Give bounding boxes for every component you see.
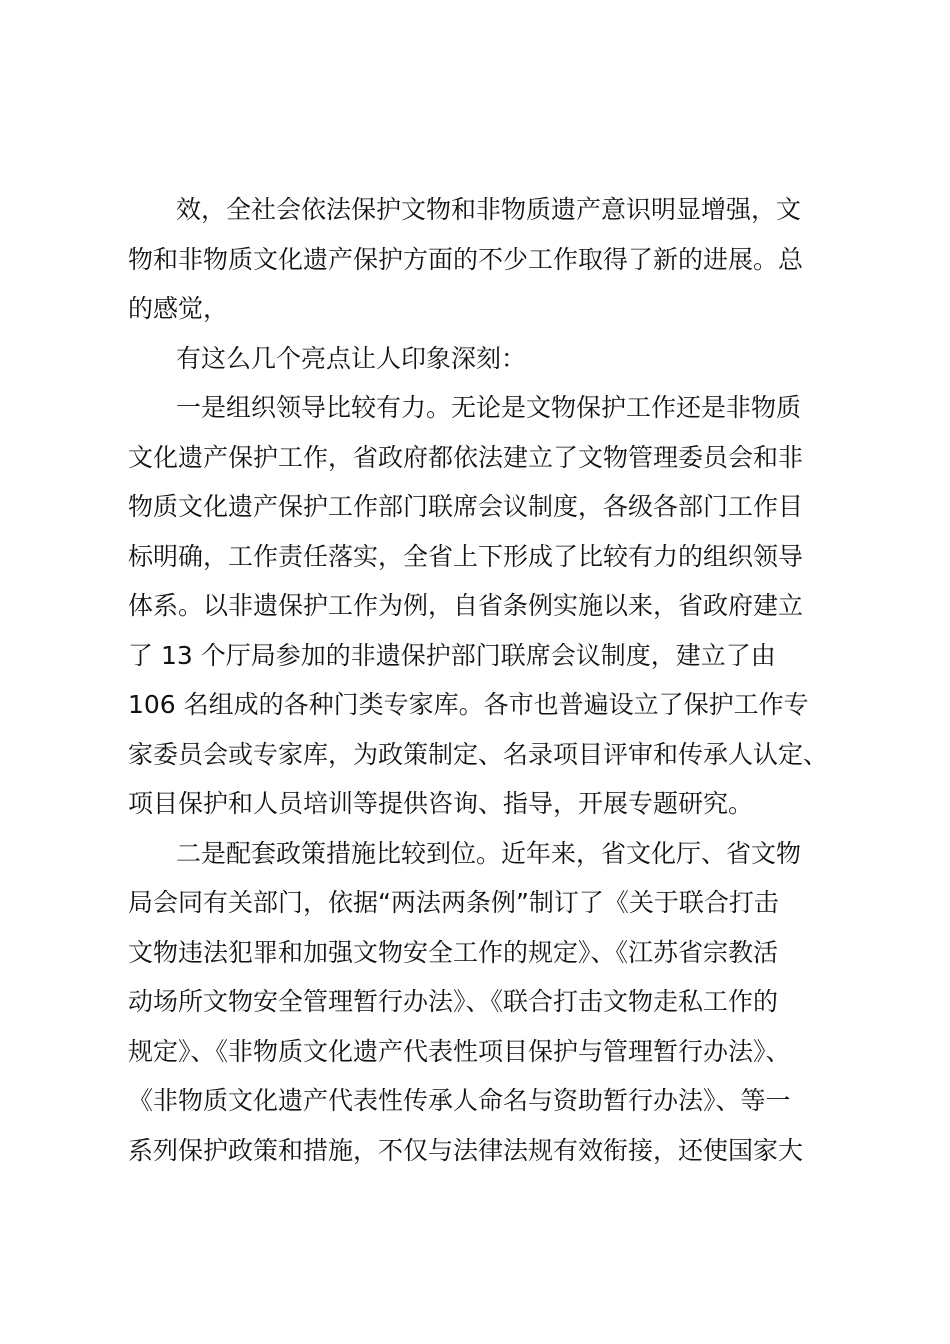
text-line: 规定》、《非物质文化遗产代表性项目保护与管理暂行办法》、 (128, 1036, 791, 1066)
body-text (128, 185, 840, 1175)
text-line: 体系。以非遗保护工作为例，自省条例实施以来，省政府建立 (128, 591, 804, 620)
text-line: 效，全社会依法保护文物和非物质遗产意识明显增强，文 (176, 195, 802, 224)
text-line: 系列保护政策和措施，不仅与法律法规有效衔接，还使国家大 (128, 1135, 804, 1165)
text-line: 文化遗产保护工作，省政府都依法建立了文物管理委员会和非 (128, 442, 804, 472)
text-line: 标明确，工作责任落实，全省上下形成了比较有力的组织领导 (128, 541, 804, 571)
text-line: 家委员会或专家库，为政策制定、名录项目评审和传承人认定、 (128, 739, 829, 769)
text-line: 动场所文物安全管理暂行办法》、《联合打击文物走私工作的 (128, 987, 779, 1016)
text-line: 二是配套政策措施比较到位。近年来，省文化厅、省文物 (176, 838, 802, 868)
text-line: 有这么几个亮点让人印象深刻： (176, 343, 527, 373)
text-line: 一是组织领导比较有力。无论是文物保护工作还是非物质 (176, 393, 802, 422)
text-line: 物和非物质文化遗产保护方面的不少工作取得了新的进展。总 (128, 244, 804, 274)
text-line: 《非物质文化遗产代表性传承人命名与资助暂行办法》、等一 (128, 1086, 791, 1115)
text-line: 了 13 个厅局参加的非遗保护部门联席会议制度，建立了由 (128, 640, 776, 670)
text-line: 局会同有关部门，依据“两法两条例”制订了《关于联合打击 (128, 888, 779, 917)
text-line: 106 名组成的各种门类专家库。各市也普遍设立了保护工作专 (128, 690, 809, 719)
text-line: 项目保护和人员培训等提供咨询、指导，开展专题研究。 (128, 789, 754, 818)
text-line: 的感觉， (128, 294, 229, 323)
text-line: 文物违法犯罪和加强文物安全工作的规定》、《江苏省宗教活 (128, 937, 779, 967)
text-line: 物质文化遗产保护工作部门联席会议制度，各级各部门工作目 (128, 492, 804, 521)
